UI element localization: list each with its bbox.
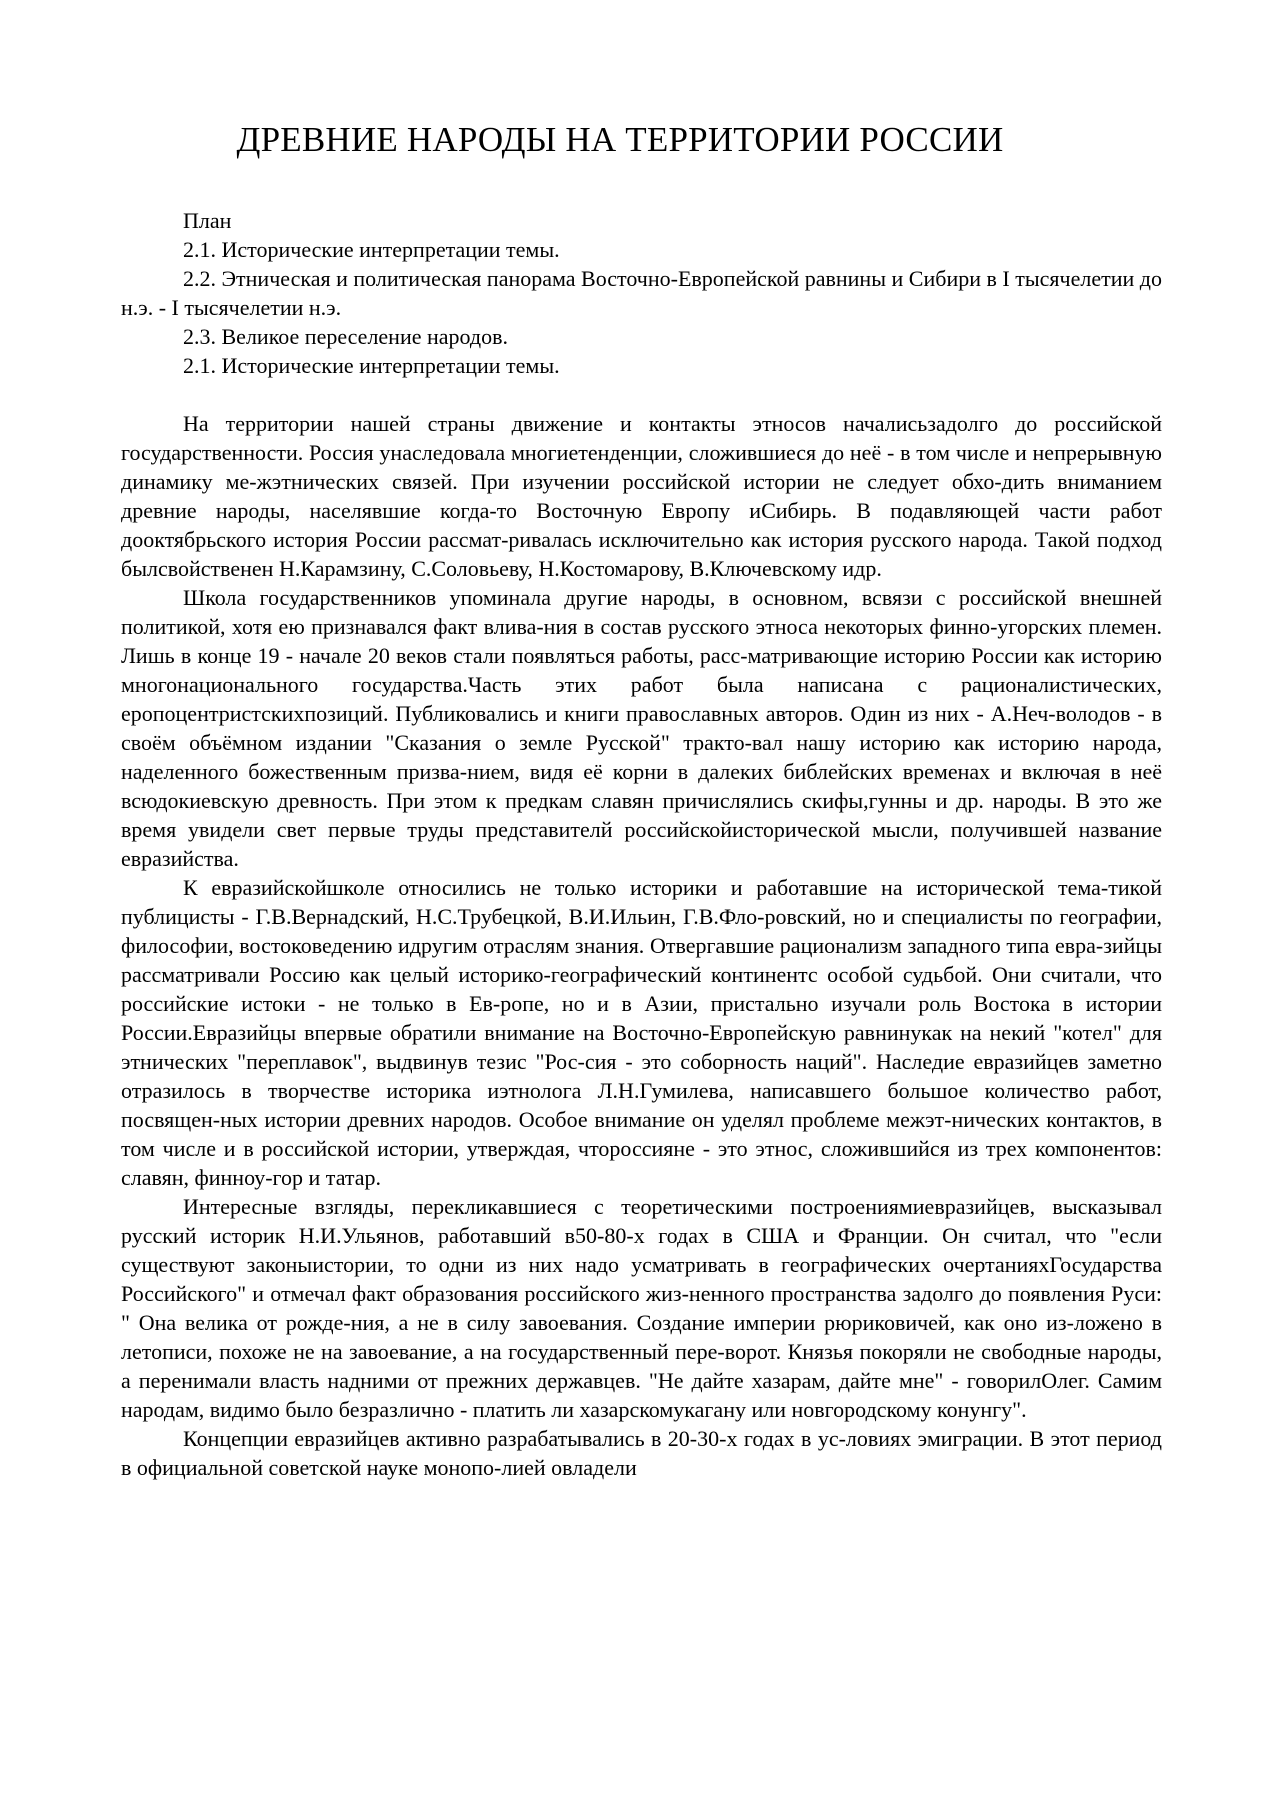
body-paragraph: К евразийскойшколе относились не только историки и работавшие на исторической тема-тикой публицисты - Г.В.Вернадский, Н.С.Трубецкой, В.И.Ильин, Г.В.Фло-ровский, но и специалисты по географии, философии, востоковедению идругим отраслям знания. Отвергавшие рационализм западного типа евра-зийцы рассматривали Россию как целый историко-географический континентс особой судьбой. Они считали, что российские истоки - не только в Ев-ропе, но и в Азии, пристально изучали роль Востока в истории России.Евразийцы впервые обратили внимание на Восточно-Европейскую равнинукак на некий "котел" для этнических "переплавок", выдвинув тезис "Рос-сия - это соборность наций". Наследие евразийцев заметно отразилось в творчестве историка иэтнолога Л.Н.Гумилева, написавшего большое количество работ, посвящен-ных истории древних народов. Особое внимание он уделял проблеме межэт-нических контактов, в том числе и в российской истории, утверждая, чтороссияне - это этнос, сложившийся из трех компонентов: славян, финноу-гор и татар. bbox=[121, 875, 1162, 1190]
plan-item: 2.1. Исторические интерпретации темы. bbox=[183, 237, 560, 262]
plan-item: 2.2. Этническая и политическая панорама Восточно-Европейской равнины и Сибири в I тысячелетии до н.э. - I тысячелетии н.э. bbox=[121, 266, 1162, 320]
plan-section bbox=[121, 206, 1162, 380]
plan-item: 2.3. Великое переселение народов. bbox=[183, 324, 508, 349]
document-body bbox=[121, 206, 1162, 1482]
plan-heading: План bbox=[183, 208, 232, 233]
plan-item: 2.1. Исторические интерпретации темы. bbox=[183, 353, 560, 378]
main-text bbox=[121, 409, 1162, 1482]
body-paragraph: Интересные взгляды, перекликавшиеся с теоретическими построениямиевразийцев, высказывал русский историк Н.И.Ульянов, работавший в50-80-х годах в США и Франции. Он считал, что "если существуют законыистории, то одни из них надо усматривать в географических очертанияхГосударства Российского" и отмечал факт образования российского жиз-ненного пространства задолго до появления Руси: " Она велика от рожде-ния, а не в силу завоевания. Создание империи рюриковичей, как оно из-ложено в летописи, похоже не на завоевание, а на государственный пере-ворот. Князья покоряли не свободные народы, а перенимали власть надними от прежних державцев. "Не дайте хазарам, дайте мне" - говорилОлег. Самим народам, видимо было безразлично - платить ли хазарскомукагану или новгородскому конунгу". bbox=[121, 1194, 1162, 1422]
body-paragraph: Концепции евразийцев активно разрабатывались в 20-30-х годах в ус-ловиях эмиграции. В этот период в официальной советской науке монопо-лией овладели bbox=[121, 1426, 1162, 1480]
body-paragraph: Школа государственников упоминала другие народы, в основном, всвязи с российской внешней политикой, хотя ею признавался факт влива-ния в состав русского этноса некоторых финно-угорских племен. Лишь в конце 19 - начале 20 веков стали появляться работы, расс-матривающие историю России как историю многонационального государства.Часть этих работ была написана с рационалистических, еропоцентристскихпозиций. Публиковались и книги православных авторов. Один из них - А.Неч-володов - в своём объёмном издании "Сказания о земле Русской" тракто-вал нашу историю как историю народа, наделенного божественным призва-нием, видя её корни в далеких библейских временах и включая в неё всюдокиевскую древность. При этом к предкам славян причислялись скифы,гунны и др. народы. В это же время увидели свет первые труды представителй российскойисторической мысли, получившей название евразийства. bbox=[121, 585, 1162, 871]
document-title: ДРЕВНИЕ НАРОДЫ НА ТЕРРИТОРИИ РОССИИ bbox=[236, 120, 1004, 159]
section-spacer bbox=[121, 380, 1162, 409]
body-paragraph: На территории нашей страны движение и контакты этносов началисьзадолго до российской государственности. Россия унаследовала многиетенденции, сложившиеся до неё - в том числе и непрерывную динамику ме-жэтнических связей. При изучении российской истории не следует обхо-дить вниманием древние народы, населявшие когда-то Восточную Европу иСибирь. В подавляющей части работ дооктябрьского история России рассмат-ривалась исключительно как история русского народа. Такой подход былсвойственен Н.Карамзину, С.Соловьеву, Н.Костомарову, В.Ключевскому идр. bbox=[121, 411, 1162, 581]
